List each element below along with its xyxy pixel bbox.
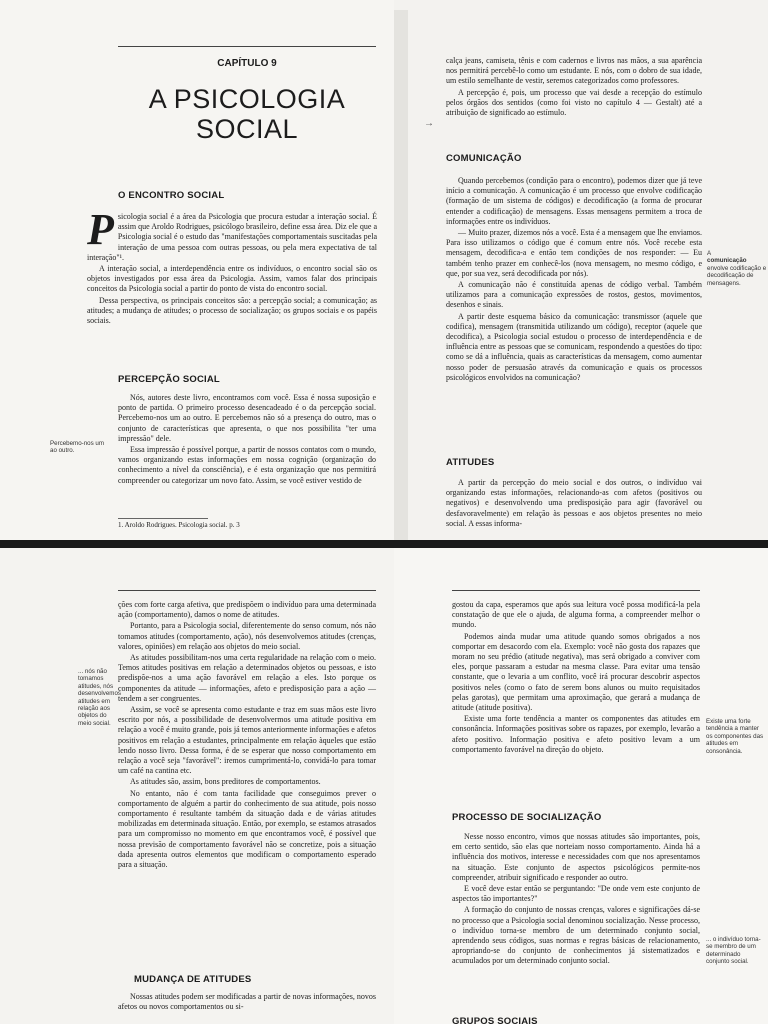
- paragraph-1: ções com forte carga afetiva, que predispõem o indivíduo para uma determinada ação (comportamento), damos o nome de atitudes.: [118, 600, 376, 620]
- page-4: [394, 548, 768, 1024]
- section-heading-socializacao: PROCESSO DE SOCIALIZAÇÃO: [452, 812, 602, 823]
- percepcao-paragraph-1: Nós, autores deste livro, encontramos com você. Essa é nossa suposição e ponto de partida. O primeiro processo desencadeado é o da percepção social. Percebemo-nos um ao outro. E percebemos não só a presença do outro, mas o conjunto de características que apresenta, o que nos possibilita "ter uma impressão" dele.: [118, 393, 376, 443]
- margin-note: Percebemo-nos um ao outro.: [50, 440, 104, 455]
- margin-note-rest: envolve codificação e decodificação de mensagens.: [707, 264, 767, 287]
- title-line-2: SOCIAL: [195, 114, 299, 144]
- section-heading-mudanca: MUDANÇA DE ATITUDES: [134, 974, 252, 985]
- margin-note-socializacao: ... o indivíduo torna-se membro de um determinado conjunto social.: [706, 936, 761, 966]
- socializacao-paragraph-1: Nesse nosso encontro, vimos que nossas atitudes são importantes, pois, em certo sentido, são elas que norteiam nosso comportamento. Ainda há a influência dos motivos, interesse e necessidades com que nos apresentamos na situação. Este conjunto de aspectos psicológicos permite-nos compreender, atribuir significado e responder ao outro.: [452, 832, 700, 882]
- paragraph-4: Assim, se você se apresenta como estudante e traz em suas mãos este livro escrito por nós, a possibilidade de desenvolvermos uma atitude positiva em relação a você é muito grande, pois já temos anteriormente informações e afetos positivos em relação a estudantes, principalmente em relação àqueles que estão lendo nosso livro. Dessa forma, é de se esperar que nosso comportamento em relação a você seja "favorável": iremos cumprimentá-lo, convidá-lo para tomar um café na cantina etc.: [118, 705, 376, 776]
- paragraph-6: No entanto, não é com tanta facilidade que conseguimos prever o comportamento de alguém a partir do conhecimento de sua atitude, pois nosso comportamento é resultante também da situação dada e de várias atitudes mobilizadas em determinada situação. Então, por exemplo, se estamos atrasados para um compromisso no momento em que encontramos você, é possível que nossa previsão de comportamento favorável não se concretize, pois a situação dada apresenta outros elementos que modificam o comportamento esperado para a situação.: [118, 788, 376, 870]
- margin-note-a: A: [707, 250, 712, 257]
- page-1: [0, 0, 394, 540]
- paragraph-2: Portanto, para a Psicologia social, diferentemente do senso comum, nós não tomamos atitudes (comportamento, ação), nós desenvolvemos atitudes (crenças, valores, opiniões) em relação aos objetos do meio social.: [118, 621, 376, 651]
- paragraph-3: Existe uma forte tendência a manter os componentes das atitudes em consonância. Informações positivas sobre os rapazes, por exemplo, levarão a afeto positivo. Informação positiva e afeto positivo levam a um comportamento favorável na direção do objeto.: [452, 714, 700, 754]
- paragraph-1: gostou da capa, esperamos que após sua leitura você possa modificá-la pela constatação de que ele o ajuda, de alguma forma, a compreender melhor o mundo.: [452, 600, 700, 630]
- socializacao-text: [452, 832, 700, 968]
- comunicacao-paragraph-4: A partir deste esquema básico da comunicação: transmissor (aquele que codifica), mensagem (transmitida utilizando um código), receptor (aquele que decodifica), a Psicologia social estudou o processo de interdependência e de influência entre as pessoas que se comunicam, respondendo a questões do tipo: como se dá a influência, quais as características da mensagem, como aumentar nosso poder de persuasão através da comunicação e quais os processos psicológicos envolvidos na comunicação?: [446, 311, 702, 382]
- comunicacao-text: [446, 176, 702, 384]
- atitudes-text: [446, 478, 702, 530]
- drop-cap: P: [87, 205, 114, 254]
- binding-shadow: [394, 10, 408, 540]
- top-rule-p3: [118, 590, 376, 591]
- intro-paragraph-3: Dessa perspectiva, os principais conceitos são: a percepção social; a comunicação; as atitudes; a mudança de atitudes; o processo de socialização; os grupos sociais e os papéis sociais.: [87, 295, 377, 326]
- mudanca-text: [118, 992, 376, 1013]
- section-heading-encontro: O ENCONTRO SOCIAL: [118, 190, 225, 201]
- socializacao-paragraph-2: E você deve estar então se perguntando: "De onde vem este conjunto de aspectos tão importantes?": [452, 884, 700, 904]
- comunicacao-paragraph-2: — Muito prazer, dizemos nós a você. Esta é a mensagem que lhe enviamos. Para isso utilizamos o código que é comum entre nós. Você recebe esta mensagem, decodifica-a e então tem condições de nos responder: — Eu também tenho prazer em conhecê-los (nova mensagem, no mesmo código, e que, por sua vez, será decodificada por nós).: [446, 228, 702, 278]
- top-rule-p4: [452, 590, 700, 591]
- comunicacao-paragraph-3: A comunicação não é constituída apenas de código verbal. Também utilizamos para a comunicação expressões de rostos, gestos, movimentos, desenhos e sinais.: [446, 280, 702, 310]
- intro-paragraph-2: A interação social, a interdependência entre os indivíduos, o encontro social são os objetos investigados por essa área da Psicologia. Assim, vamos falar dos principais conceitos da Psicologia social a partir do ponto de vista do encontro social.: [87, 264, 377, 294]
- atitudes-continued: [118, 600, 376, 871]
- mudanca-continued: [452, 600, 700, 756]
- paragraph-5: As atitudes são, assim, bons preditores de comportamentos.: [130, 777, 321, 787]
- margin-note-p3: ... nós não tomamos atitudes, nós desenvolvemos atitudes em relação aos objetos do meio social.: [78, 668, 121, 727]
- percepcao-paragraph-2: Essa impressão é possível porque, a partir de nossos contatos com o mundo, vamos organizando estas informações em nossa cognição (organização do conhecimento a nível da consciência), e é esta organização que nos permitirá compreender ou categorizar um novo fato. Assim, se você estiver vestido de: [118, 445, 376, 485]
- top-paragraph-2: A percepção é, pois, um processo que vai desde a recepção do estímulo pelos órgãos dos sentidos (como foi visto no capítulo 4 — Gestalt) até a atribuição de significado ao estímulo.: [446, 87, 702, 118]
- page-3: [0, 548, 394, 1024]
- footnote: 1. Aroldo Rodrigues. Psicologia social. p. 3: [118, 521, 240, 529]
- intro-paragraph-1: sicologia social é a área da Psicologia que procura estudar a interação social. É assim que Aroldo Rodrigues, psicólogo brasileiro, define essa área. Diz ele que a Psicologia social é o estudo das "manifestações comportamentais suscitadas pela interação de uma pessoa com outras pessoas, ou pela mera expectativa de tal interação"¹.: [87, 212, 377, 262]
- section-heading-comunicacao: COMUNICAÇÃO: [446, 153, 522, 164]
- chapter-title: [118, 84, 376, 144]
- mudanca-paragraph-1: Nossas atitudes podem ser modificadas a partir de novas informações, novos afetos ou novos comportamentos ou si-: [118, 992, 376, 1012]
- socializacao-paragraph-3: A formação do conjunto de nossas crenças, valores e significações dá-se no processo que a Psicologia social denominou socialização. Nesse processo, o indivíduo torna-se membro de um determinado conjunto social, aprendendo seus códigos, suas normas e regras básicas de relacionamento, apropriando-se do conjunto de conhecimentos já sistematizados e acumulados por um determinado conjunto social.: [452, 905, 700, 966]
- paragraph-3: As atitudes possibilitam-nos uma certa regularidade na relação com o meio. Temos atitudes positivas em relação a determinados objetos ou pessoas, e isto predispõe-nos a uma ação favorável em relação a eles. Isto porque os componentes da atitude — informações, afeto e predisposição para a ação — tendem a ser congruentes.: [118, 653, 376, 703]
- comunicacao-paragraph-1: Quando percebemos (condição para o encontro), podemos dizer que já teve início a comunicação. A comunicação é um processo que envolve codificação (formação de um sistema de códigos) e decodificação (a forma de procurar entender a codificação) de mensagens. Essas mensagens permitem a troca de informações entre os indivíduos.: [446, 176, 702, 226]
- margin-note-consonancia: Existe uma forte tendência a manter os componentes das atitudes em consonância.: [706, 718, 764, 755]
- section-heading-atitudes: ATITUDES: [446, 457, 495, 468]
- percepcao-continued: [446, 56, 702, 119]
- footnote-rule: [118, 518, 208, 519]
- paragraph-2: Podemos ainda mudar uma atitude quando somos obrigados a nos comportar em desacordo com ela. Exemplo: você não gosta dos rapazes que moram no seu prédio (atitude negativa), mas será obrigado a conviver com eles, porque passaram a estudar na mesma classe. Para evitar uma tensão constante, que o levaria a um conflito, você irá procurar descobrir aspectos positivos neles (como o fato de serem bons alunos ou muito requisitados pelas garotas), que permitam uma aproximação, que gerará a mudança de atitude (atitude positiva).: [452, 631, 700, 713]
- margin-note-bold: comunicação: [707, 257, 747, 265]
- title-line-1: A PSICOLOGIA: [148, 84, 346, 114]
- top-paragraph-1: calça jeans, camiseta, tênis e com cadernos e livros nas mãos, a sua aparência nos permitirá percebê-lo como um estudante. E nós, com o dobro de sua idade, um estilo semelhante de vestir, seremos categorizados como professores.: [446, 56, 702, 86]
- intro-text: [87, 205, 377, 327]
- section-heading-grupos: GRUPOS SOCIAIS: [452, 1016, 538, 1024]
- section-heading-percepcao: PERCEPÇÃO SOCIAL: [118, 374, 220, 385]
- page-2: [394, 0, 768, 540]
- atitudes-paragraph-1: A partir da percepção do meio social e dos outros, o indivíduo vai organizando estas informações, relacionando-as com afetos (positivos ou negativos) e desenvolvendo uma predisposição para agir (favorável ou desfavoravelmente) em relação às pessoas e aos objetos presentes no meio social. A essas informa-: [446, 478, 702, 528]
- pen-arrow-icon: →: [424, 118, 434, 129]
- chapter-label: CAPÍTULO 9: [217, 58, 277, 69]
- top-rule: [118, 46, 376, 47]
- margin-note-comunicacao: [707, 250, 767, 287]
- percepcao-text: [118, 393, 376, 487]
